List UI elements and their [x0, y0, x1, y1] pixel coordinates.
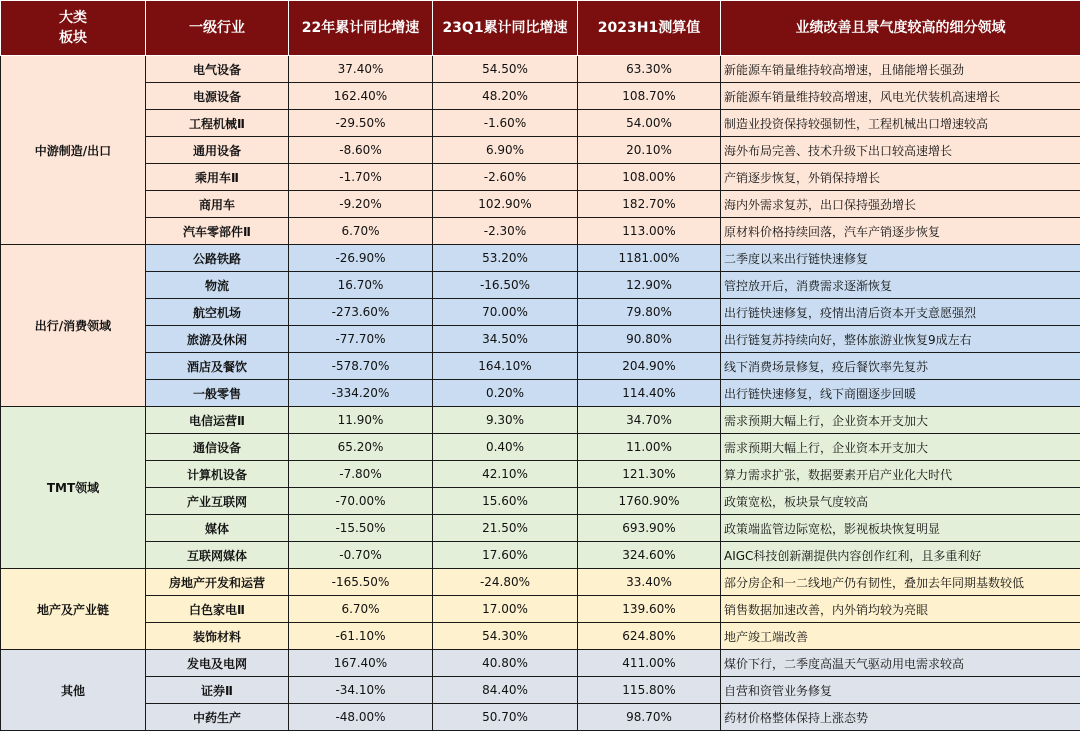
estimate-2023h1-cell: 98.70% — [578, 704, 721, 731]
growth-2022-cell: 16.70% — [289, 272, 433, 299]
industry-cell: 产业互联网 — [146, 488, 289, 515]
growth-2022-cell: -578.70% — [289, 353, 433, 380]
industry-cell: 通用设备 — [146, 137, 289, 164]
sub-sector-cell: 新能源车销量维持较高增速，且储能增长强劲 — [721, 56, 1080, 83]
industry-cell: 航空机场 — [146, 299, 289, 326]
estimate-2023h1-cell: 411.00% — [578, 650, 721, 677]
industry-cell: 汽车零部件Ⅱ — [146, 218, 289, 245]
growth-23q1-cell: -2.60% — [433, 164, 578, 191]
estimate-2023h1-cell: 113.00% — [578, 218, 721, 245]
industry-cell: 工程机械Ⅱ — [146, 110, 289, 137]
growth-2022-cell: -273.60% — [289, 299, 433, 326]
estimate-2023h1-cell: 20.10% — [578, 137, 721, 164]
industry-cell: 商用车 — [146, 191, 289, 218]
growth-2022-cell: 167.40% — [289, 650, 433, 677]
growth-23q1-cell: -16.50% — [433, 272, 578, 299]
growth-23q1-cell: 53.20% — [433, 245, 578, 272]
sub-sector-cell: 出行链复苏持续向好，整体旅游业恢复9成左右 — [721, 326, 1080, 353]
sub-sector-cell: 管控放开后，消费需求逐渐恢复 — [721, 272, 1080, 299]
sub-sector-cell: 煤价下行，二季度高温天气驱动用电需求较高 — [721, 650, 1080, 677]
table-row — [1, 542, 1080, 569]
table-body — [1, 56, 1080, 731]
sub-sector-cell: 制造业投资保持较强韧性，工程机械出口增速较高 — [721, 110, 1080, 137]
estimate-2023h1-cell: 115.80% — [578, 677, 721, 704]
table-row — [1, 218, 1080, 245]
sub-sector-cell: 海内外需求复苏，出口保持强劲增长 — [721, 191, 1080, 218]
sub-sector-cell: 需求预期大幅上行，企业资本开支加大 — [721, 434, 1080, 461]
growth-23q1-cell: 0.20% — [433, 380, 578, 407]
table-row — [1, 326, 1080, 353]
growth-23q1-cell: 50.70% — [433, 704, 578, 731]
growth-2022-cell: -8.60% — [289, 137, 433, 164]
industry-cell: 物流 — [146, 272, 289, 299]
industry-cell: 电源设备 — [146, 83, 289, 110]
sub-sector-cell: 自营和资管业务修复 — [721, 677, 1080, 704]
growth-2022-cell: -7.80% — [289, 461, 433, 488]
industry-cell: 发电及电网 — [146, 650, 289, 677]
growth-23q1-cell: -24.80% — [433, 569, 578, 596]
table-row — [1, 596, 1080, 623]
estimate-2023h1-cell: 63.30% — [578, 56, 721, 83]
estimate-2023h1-cell: 1181.00% — [578, 245, 721, 272]
industry-cell: 计算机设备 — [146, 461, 289, 488]
sub-sector-cell: 出行链快速修复，线下商圈逐步回暖 — [721, 380, 1080, 407]
growth-23q1-cell: 102.90% — [433, 191, 578, 218]
sub-sector-cell: 销售数据加速改善，内外销均较为亮眼 — [721, 596, 1080, 623]
industry-cell: 电气设备 — [146, 56, 289, 83]
growth-23q1-cell: 42.10% — [433, 461, 578, 488]
growth-23q1-cell: 164.10% — [433, 353, 578, 380]
growth-2022-cell: 6.70% — [289, 218, 433, 245]
sub-sector-cell: 部分房企和一二线地产仍有韧性，叠加去年同期基数较低 — [721, 569, 1080, 596]
header-industry: 一级行业 — [146, 1, 289, 56]
table-row — [1, 677, 1080, 704]
header-row — [1, 1, 1080, 56]
table-row — [1, 461, 1080, 488]
category-cell: 其他 — [1, 650, 146, 731]
table-row — [1, 407, 1080, 434]
growth-2022-cell: -334.20% — [289, 380, 433, 407]
sub-sector-cell: 出行链快速修复，疫情出清后资本开支意愿强烈 — [721, 299, 1080, 326]
category-cell: 出行/消费领域 — [1, 245, 146, 407]
growth-23q1-cell: 21.50% — [433, 515, 578, 542]
industry-cell: 中药生产 — [146, 704, 289, 731]
table-row — [1, 569, 1080, 596]
industry-cell: 通信设备 — [146, 434, 289, 461]
header-sub-sectors: 业绩改善且景气度较高的细分领域 — [721, 1, 1080, 56]
sub-sector-cell: 海外布局完善、技术升级下出口较高速增长 — [721, 137, 1080, 164]
growth-23q1-cell: 48.20% — [433, 83, 578, 110]
table-row — [1, 245, 1080, 272]
estimate-2023h1-cell: 11.00% — [578, 434, 721, 461]
header-category-line1: 大类 — [1, 8, 145, 28]
table-row — [1, 56, 1080, 83]
growth-23q1-cell: 54.30% — [433, 623, 578, 650]
sub-sector-cell: 算力需求扩张，数据要素开启产业化大时代 — [721, 461, 1080, 488]
industry-cell: 酒店及餐饮 — [146, 353, 289, 380]
estimate-2023h1-cell: 324.60% — [578, 542, 721, 569]
estimate-2023h1-cell: 139.60% — [578, 596, 721, 623]
table-row — [1, 434, 1080, 461]
header-category-line2: 板块 — [1, 28, 145, 48]
industry-cell: 旅游及休闲 — [146, 326, 289, 353]
estimate-2023h1-cell: 34.70% — [578, 407, 721, 434]
growth-23q1-cell: -1.60% — [433, 110, 578, 137]
sub-sector-cell: 政策宽松，板块景气度较高 — [721, 488, 1080, 515]
growth-2022-cell: -0.70% — [289, 542, 433, 569]
industry-cell: 一般零售 — [146, 380, 289, 407]
growth-23q1-cell: 17.60% — [433, 542, 578, 569]
growth-23q1-cell: 84.40% — [433, 677, 578, 704]
growth-2022-cell: -165.50% — [289, 569, 433, 596]
estimate-2023h1-cell: 182.70% — [578, 191, 721, 218]
growth-23q1-cell: 70.00% — [433, 299, 578, 326]
table-row — [1, 164, 1080, 191]
growth-2022-cell: -34.10% — [289, 677, 433, 704]
growth-2022-cell: 65.20% — [289, 434, 433, 461]
estimate-2023h1-cell: 693.90% — [578, 515, 721, 542]
table-row — [1, 353, 1080, 380]
growth-23q1-cell: 40.80% — [433, 650, 578, 677]
growth-23q1-cell: 6.90% — [433, 137, 578, 164]
industry-cell: 电信运营Ⅱ — [146, 407, 289, 434]
growth-2022-cell: -9.20% — [289, 191, 433, 218]
header-category — [1, 1, 146, 56]
growth-23q1-cell: 9.30% — [433, 407, 578, 434]
growth-23q1-cell: 15.60% — [433, 488, 578, 515]
header-2022-growth: 22年累计同比增速 — [289, 1, 433, 56]
growth-2022-cell: -26.90% — [289, 245, 433, 272]
growth-23q1-cell: 34.50% — [433, 326, 578, 353]
growth-2022-cell: -61.10% — [289, 623, 433, 650]
sub-sector-cell: 地产竣工端改善 — [721, 623, 1080, 650]
sub-sector-cell: 原材料价格持续回落，汽车产销逐步恢复 — [721, 218, 1080, 245]
estimate-2023h1-cell: 114.40% — [578, 380, 721, 407]
growth-2022-cell: -29.50% — [289, 110, 433, 137]
estimate-2023h1-cell: 90.80% — [578, 326, 721, 353]
estimate-2023h1-cell: 12.90% — [578, 272, 721, 299]
industry-cell: 证券Ⅱ — [146, 677, 289, 704]
growth-2022-cell: -77.70% — [289, 326, 433, 353]
industry-cell: 房地产开发和运营 — [146, 569, 289, 596]
sub-sector-cell: 政策端监管边际宽松，影视板块恢复明显 — [721, 515, 1080, 542]
table-row — [1, 272, 1080, 299]
estimate-2023h1-cell: 624.80% — [578, 623, 721, 650]
growth-2022-cell: -1.70% — [289, 164, 433, 191]
table-header — [1, 1, 1080, 56]
table-row — [1, 488, 1080, 515]
growth-2022-cell: -70.00% — [289, 488, 433, 515]
growth-23q1-cell: 0.40% — [433, 434, 578, 461]
estimate-2023h1-cell: 33.40% — [578, 569, 721, 596]
table-row — [1, 191, 1080, 218]
estimate-2023h1-cell: 79.80% — [578, 299, 721, 326]
sub-sector-cell: 线下消费场景修复，疫后餐饮率先复苏 — [721, 353, 1080, 380]
growth-2022-cell: 6.70% — [289, 596, 433, 623]
table-row — [1, 110, 1080, 137]
growth-2022-cell: -15.50% — [289, 515, 433, 542]
estimate-2023h1-cell: 108.70% — [578, 83, 721, 110]
industry-cell: 媒体 — [146, 515, 289, 542]
header-23q1-growth: 23Q1累计同比增速 — [433, 1, 578, 56]
growth-23q1-cell: 54.50% — [433, 56, 578, 83]
category-cell: 地产及产业链 — [1, 569, 146, 650]
estimate-2023h1-cell: 1760.90% — [578, 488, 721, 515]
table-row — [1, 515, 1080, 542]
estimate-2023h1-cell: 204.90% — [578, 353, 721, 380]
industry-cell: 乘用车Ⅱ — [146, 164, 289, 191]
category-cell: 中游制造/出口 — [1, 56, 146, 245]
table-row — [1, 299, 1080, 326]
header-2023h1-estimate: 2023H1测算值 — [578, 1, 721, 56]
table-row — [1, 83, 1080, 110]
table-row — [1, 704, 1080, 731]
growth-2022-cell: 11.90% — [289, 407, 433, 434]
growth-23q1-cell: -2.30% — [433, 218, 578, 245]
growth-2022-cell: 37.40% — [289, 56, 433, 83]
industry-cell: 装饰材料 — [146, 623, 289, 650]
table-row — [1, 623, 1080, 650]
growth-23q1-cell: 17.00% — [433, 596, 578, 623]
sub-sector-cell: 新能源车销量维持较高增速，风电光伏装机高速增长 — [721, 83, 1080, 110]
industry-cell: 互联网媒体 — [146, 542, 289, 569]
growth-2022-cell: 162.40% — [289, 83, 433, 110]
table-row — [1, 137, 1080, 164]
sub-sector-cell: AIGC科技创新潮提供内容创作红利，且多重利好 — [721, 542, 1080, 569]
category-cell: TMT领域 — [1, 407, 146, 569]
estimate-2023h1-cell: 121.30% — [578, 461, 721, 488]
growth-2022-cell: -48.00% — [289, 704, 433, 731]
industry-cell: 白色家电Ⅱ — [146, 596, 289, 623]
industry-cell: 公路铁路 — [146, 245, 289, 272]
sub-sector-cell: 二季度以来出行链快速修复 — [721, 245, 1080, 272]
estimate-2023h1-cell: 54.00% — [578, 110, 721, 137]
sub-sector-cell: 药材价格整体保持上涨态势 — [721, 704, 1080, 731]
table-row — [1, 650, 1080, 677]
table-row — [1, 380, 1080, 407]
estimate-2023h1-cell: 108.00% — [578, 164, 721, 191]
sub-sector-cell: 需求预期大幅上行，企业资本开支加大 — [721, 407, 1080, 434]
sub-sector-cell: 产销逐步恢复，外销保持增长 — [721, 164, 1080, 191]
